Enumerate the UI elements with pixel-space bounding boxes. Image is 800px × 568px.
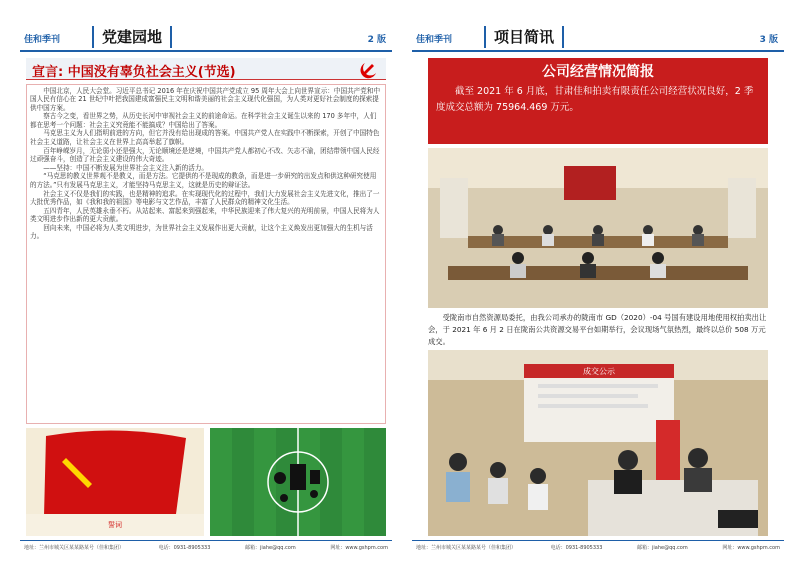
page-2 xyxy=(20,24,392,554)
paragraph: “马克思的教义世界观不是教义，而是方法。它提供的不是现成的教条，而是进一步研究的出发点和供这种研究使用的方法。”只有发展马克思主义，才能坚持马克思主义，这就是历史的辩证法。 xyxy=(30,172,377,189)
party-emblem-icon xyxy=(358,59,380,79)
news-title: 公司经营情况简报 xyxy=(542,64,654,80)
page-header xyxy=(412,24,784,52)
footer-phone: 电话：0931-8905333 xyxy=(550,545,603,551)
footer-phone: 电话：0931-8905333 xyxy=(158,545,211,551)
paragraph: ——坚持：中国不断发展为世界社会主义注入新的活力。 xyxy=(43,163,209,172)
brand-name: 佳和季刊 xyxy=(416,35,453,45)
page-header xyxy=(20,24,392,52)
auction-scene-photo xyxy=(428,350,768,536)
footer-website: 网址：www.gshpm.com xyxy=(330,545,388,551)
meeting-room-photo xyxy=(428,148,768,308)
page-footer xyxy=(412,540,784,554)
section-title: 党建园地 xyxy=(92,26,172,48)
paragraph: 五四青年，人民英雄永垂不朽。从站起来、富起来到强起来，中华民族迎来了伟大复兴的光明前景，中国人民将为人类文明进步作出新的更大贡献。 xyxy=(30,206,380,223)
paragraph: 回向未来，中国必将为人类文明进步，为世界社会主义发展作出更大贡献，让这个主义焕发出更加强大的生机与活力。 xyxy=(30,223,373,241)
paragraph: 中国北京，人民大会堂。习近平总书记 2016 年在庆祝中国共产党成立 95 周年大会上向世界宣示：中国共产党和中国人民有信心在 21 世纪中叶把我国建成富强民主文明和谐美丽的社会主义现代化强国，为人类对更好社会制度的探索提供中国方案。 xyxy=(30,87,381,112)
photo-caption: 受陇南市自然资源局委托，由我公司承办的陇南市 GD（2020）-04 号国有建设用地使用权拍卖出让会，于 2021 年 6 月 2 日在陇南公共资源交易平台如期举行，会议现场气氛热烈，最终以总价 508 万元成交。 xyxy=(428,313,767,346)
page-3 xyxy=(412,24,784,554)
screen-text: 成交公示 xyxy=(583,367,615,376)
article-body xyxy=(26,84,386,424)
page-number: 2 版 xyxy=(367,35,386,45)
paragraph: 察古今之变，看世界之势，从历史长河中审视社会主义的前途命运。在科学社会主义诞生以来的 170 多年中，人们都在思考一个问题：社会主义究竟能不能搞成？中国给出了答案。 xyxy=(30,112,377,129)
soccer-field-formation-image xyxy=(210,428,386,536)
brand-name: 佳和季刊 xyxy=(24,35,61,45)
footer-email: 邮箱：jiahe@qq.com xyxy=(245,545,296,551)
news-banner xyxy=(428,58,768,144)
paragraph: 马克思主义为人们指明前进的方向，但它并没有给出现成的答案。中国共产党人在实践中不断探索，开创了中国特色社会主义道路，让社会主义在世界上高高举起了旗帜。 xyxy=(30,129,380,146)
article-title-bar xyxy=(26,58,386,80)
flag-caption: 誓词 xyxy=(108,521,122,529)
paragraph: 社会主义不仅是我们的实践，也是精神的追求。在实现现代化的过程中，我们大力发展社会主义先进文化，推出了一大批优秀作品，如《我和我的祖国》等电影与文艺作品，丰富了人民群众的精神文化生活。 xyxy=(30,189,380,206)
section-title: 项目简讯 xyxy=(484,26,564,48)
page-footer xyxy=(20,540,392,554)
footer-website: 网址：www.gshpm.com xyxy=(722,545,780,551)
news-summary: 截至 2021 年 6 月底，甘肃佳和拍卖有限责任公司经营状况良好，2 季度成交总额为 75964.469 万元。 xyxy=(436,86,754,113)
party-flag-image xyxy=(26,428,204,536)
article-title: 宣言: 中国没有辜负社会主义(节选) xyxy=(32,65,236,80)
footer-email: 邮箱：jiahe@qq.com xyxy=(637,545,688,551)
paragraph: 百年峥嵘岁月，无论弱小还是强大，无论顺境还是逆境，中国共产党人都初心不改、矢志不渝，团结带领中国人民经过顽强奋斗，创造了社会主义建设的伟大奇迹。 xyxy=(30,146,380,163)
footer-address: 地址：兰州市城关区某某路某号（佳和集团） xyxy=(24,545,125,551)
footer-address: 地址：兰州市城关区某某路某号（佳和集团） xyxy=(416,545,517,551)
page-number: 3 版 xyxy=(759,35,778,45)
